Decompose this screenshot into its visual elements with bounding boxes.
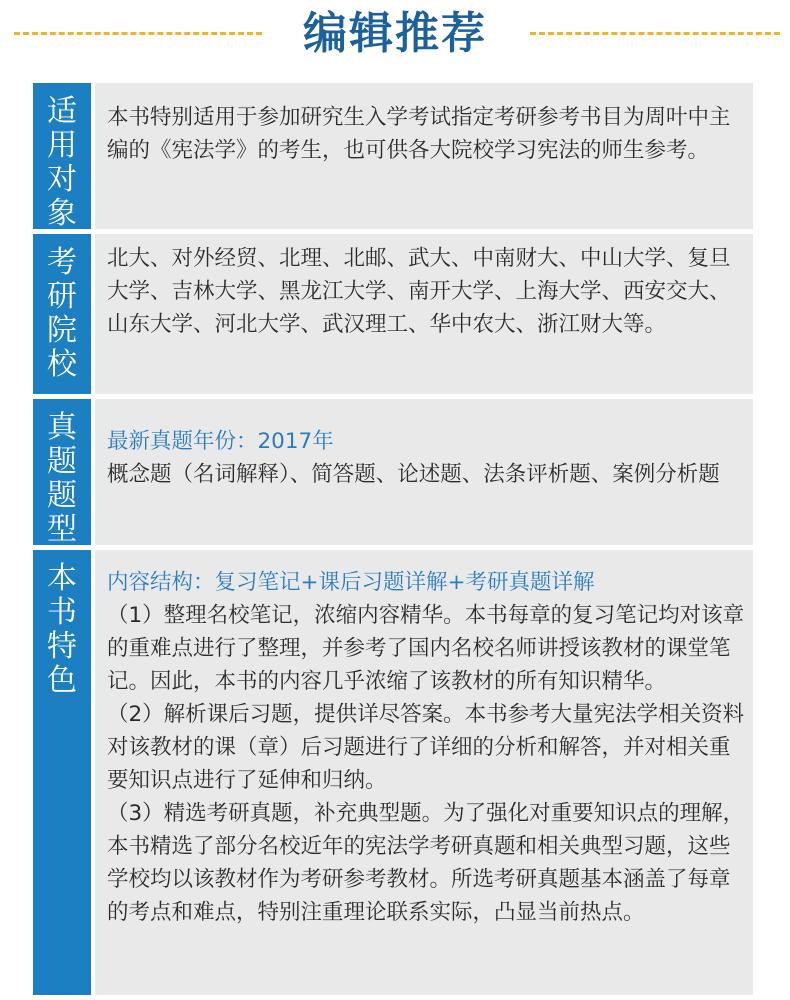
label-char: 象	[47, 196, 77, 231]
section-label	[33, 550, 91, 995]
paragraph: （2）解析课后习题，提供详尽答案。本书参考大量宪法学相关资料对该教材的课（章）后习题进行了详细的分析和解答，并对相关重要知识点进行了延伸和归纳。	[107, 702, 745, 793]
label-char: 题	[47, 478, 77, 513]
latest-exam-year: 最新真题年份：2017年	[107, 429, 334, 454]
label-char: 考	[47, 245, 77, 280]
section-content	[95, 550, 753, 995]
section-content	[95, 83, 753, 229]
header-divider-right	[530, 32, 780, 35]
paragraph: （3）精选考研真题，补充典型题。为了强化对重要知识点的理解，本书精选了部分名校近年的宪法学考研真题和相关典型习题，这些学校均以该教材作为考研参考教材。所选考研真题基本涵盖了每章的考点和难点，特别注重理论联系实际，凸显当前热点。	[107, 801, 745, 925]
section-label	[33, 234, 91, 394]
paragraph: 概念题（名词解释）、简答题、论述题、法条评析题、案例分析题	[107, 462, 720, 487]
label-char: 本	[47, 561, 77, 596]
label-char: 研	[47, 279, 77, 314]
section-content	[95, 399, 753, 545]
paragraph: 北大、对外经贸、北理、北邮、武大、中南财大、中山大学、复旦大学、吉林大学、黑龙江大学、南开大学、上海大学、西安交大、山东大学、河北大学、武汉理工、华中农大、浙江财大等。	[107, 246, 731, 337]
label-char: 真	[47, 410, 77, 445]
label-char: 用	[47, 128, 77, 163]
section-universities	[33, 234, 753, 394]
section-label	[33, 399, 91, 545]
label-char: 院	[47, 313, 77, 348]
label-char: 色	[47, 663, 77, 698]
label-char: 校	[47, 347, 77, 382]
label-char: 对	[47, 162, 77, 197]
section-question-types	[33, 399, 753, 545]
page-title: 编辑推荐	[303, 8, 487, 59]
label-char: 适	[47, 94, 77, 129]
label-char: 特	[47, 629, 77, 664]
header	[0, 0, 790, 70]
section-target-audience	[33, 83, 753, 229]
label-char: 型	[47, 512, 77, 547]
paragraph: （1）整理名校笔记，浓缩内容精华。本书每章的复习笔记均对该章的重难点进行了整理，并参考了国内名校名师讲授该教材的课堂笔记。因此，本书的内容几乎浓缩了该教材的所有知识精华。	[107, 603, 745, 694]
header-divider-left	[14, 32, 262, 35]
label-char: 书	[47, 595, 77, 630]
label-char: 题	[47, 444, 77, 479]
paragraph: 本书特别适用于参加研究生入学考试指定考研参考书目为周叶中主编的《宪法学》的考生，也可供各大院校学习宪法的师生参考。	[107, 105, 731, 163]
section-book-features	[33, 550, 753, 995]
section-content	[95, 234, 753, 394]
content-structure: 内容结构：复习笔记+课后习题详解+考研真题详解	[107, 570, 595, 595]
section-label	[33, 83, 91, 229]
